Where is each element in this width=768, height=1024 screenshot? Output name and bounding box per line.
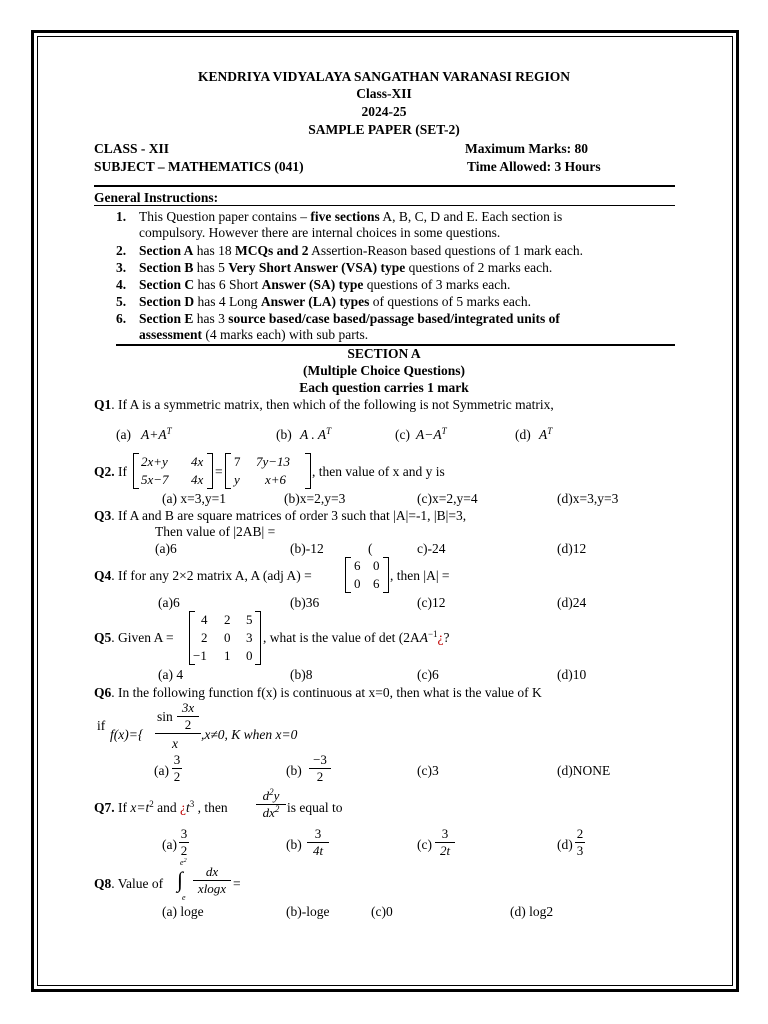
subject-label: SUBJECT – MATHEMATICS (041): [94, 159, 304, 174]
year-heading: 2024-25: [361, 104, 407, 119]
option-a: (a) 4: [158, 667, 184, 682]
section-subtitle: (Multiple Choice Questions): [303, 363, 465, 378]
option-a-frac: 3 2: [173, 752, 181, 784]
option-b-frac: −3 2: [309, 753, 331, 784]
option-d: (d)10: [557, 667, 587, 682]
question-text: , then |A| =: [390, 568, 450, 583]
equals-sign: =: [233, 876, 241, 891]
org-title: KENDRIYA VIDYALAYA SANGATHAN VARANASI REGION: [197, 69, 571, 84]
question-q5: Q5. Given A =: [94, 630, 174, 645]
matrix-q2-left: 2x+y 4x 5x−7 4x: [133, 453, 213, 489]
question-q4: Q4. If for any 2×2 matrix A, A (adj A) =: [94, 568, 312, 583]
equals-sign: =: [215, 464, 223, 479]
option-a: (a)6: [155, 541, 177, 556]
question-q2: Q2. If: [94, 464, 128, 479]
paper-heading: SAMPLE PAPER (SET-2): [308, 122, 460, 137]
section-note: Each question carries 1 mark: [299, 380, 469, 395]
option-b-frac: 3 4t: [307, 827, 329, 858]
question-q6: Q6. In the following function f(x) is continuous at x=0, then what is the value of K: [94, 685, 542, 700]
option-d: (d): [557, 837, 573, 852]
option-label: (a): [116, 427, 131, 442]
class-heading: Class-XII: [356, 86, 412, 101]
fraction-3x-over-2: 3x 2: [177, 701, 199, 732]
matrix-q4: 6 0 0 6: [345, 557, 389, 593]
option-b: (b)-12: [290, 541, 324, 556]
instruction-text: Section B has 5 Very Short Answer (VSA) type questions of 2 marks each.: [139, 260, 553, 275]
instruction-number: 3.: [116, 260, 127, 275]
option-expr: $A-A^T$: [416, 426, 447, 442]
question-text: Then value of |2AB| =: [155, 524, 276, 539]
question-text: , what is the value of $\det (2AA^{-1}¿$?: [263, 629, 450, 645]
question-q1: Q1. If A is a symmetric matrix, then which of the following is not Symmetric matrix,: [94, 397, 554, 412]
option-b: (b)8: [290, 667, 313, 682]
function-condition: ,x≠0, K when x=0: [201, 727, 298, 742]
matrix-q5: 4 2 5 2 0 3 −1 1 0: [189, 611, 261, 665]
option-b: (b): [286, 837, 302, 852]
instruction-number: 5.: [116, 294, 127, 309]
question-text: , then value of x and y is: [312, 464, 445, 479]
integral-sign: ∫: [177, 867, 184, 892]
option-c-paren: (: [368, 541, 373, 556]
class-label: CLASS - XII: [94, 141, 170, 156]
instructions-title: General Instructions:: [94, 190, 219, 205]
option-c: c)-24: [417, 541, 446, 556]
option-b: (b): [286, 763, 302, 778]
integral-lower-limit: e: [182, 893, 186, 902]
option-b: (b)-loge: [286, 904, 330, 919]
section-title: SECTION A: [347, 346, 421, 361]
option-a: (a) loge: [162, 904, 204, 919]
matrix-q2-right: 7 7y−13 y x+6: [225, 453, 311, 489]
time-allowed: Time Allowed: 3 Hours: [467, 159, 601, 174]
instruction-text: compulsory. However there are internal choices in some questions.: [139, 225, 501, 240]
option-c: (c): [417, 837, 432, 852]
sin-label: sin: [157, 709, 173, 724]
option-c: (c)x=2,y=4: [417, 491, 478, 506]
option-label: (d): [515, 427, 531, 442]
option-expr: $A^T$: [539, 426, 553, 442]
option-label: (b): [276, 427, 292, 442]
instruction-text: Section D has 4 Long Answer (LA) types of questions of 5 marks each.: [139, 294, 531, 309]
option-c: (c)0: [371, 904, 393, 919]
option-d: (d)12: [557, 541, 587, 556]
question-q8: Q8. Value of: [94, 876, 164, 891]
option-a: (a): [154, 763, 169, 778]
option-label: (c): [395, 427, 410, 442]
instruction-text: Section A has 18 MCQs and 2 Assertion-Reason based questions of 1 mark each.: [139, 243, 583, 258]
question-q7: Q7. If $x=t^2$ and ¿$t^3$ , then: [94, 799, 228, 815]
option-c-frac: 3 2t: [435, 827, 455, 858]
max-marks: Maximum Marks: 80: [465, 141, 588, 156]
instruction-item: 1.: [116, 209, 127, 224]
option-d: (d) log2: [510, 904, 554, 919]
question-q3: Q3. If A and B are square matrices of order 3 such that |A|=-1, |B|=3,: [94, 508, 467, 523]
option-c: (c)3: [417, 763, 439, 778]
instruction-text: assessment (4 marks each) with sub parts.: [139, 327, 369, 342]
denominator-x: x: [172, 736, 178, 751]
option-a: (a)6: [158, 595, 180, 610]
option-a: (a) x=3,y=1: [162, 491, 226, 506]
derivative-frac: $d^2y$ $dx^2$: [256, 789, 286, 820]
integral-upper-limit: $e^2$: [180, 858, 187, 867]
option-c: (c)6: [417, 667, 439, 682]
question-text: if: [97, 718, 106, 733]
integrand-frac: dx xlogx: [193, 865, 231, 896]
function-def: f(x)={: [110, 727, 144, 742]
question-text: is equal to: [287, 800, 343, 815]
instruction-text: Section C has 6 Short Answer (SA) type questions of 3 marks each.: [139, 277, 511, 292]
option-d-frac: 2 3: [576, 826, 584, 858]
option-b: (b)36: [290, 595, 320, 610]
option-d: (d)NONE: [557, 763, 611, 778]
divider-rule: [94, 205, 675, 206]
option-b: (b)x=2,y=3: [284, 491, 346, 506]
instruction-number: 2.: [116, 243, 127, 258]
option-d: (d)24: [557, 595, 587, 610]
instruction-number: 4.: [116, 277, 127, 292]
fraction-bar: [155, 733, 201, 734]
instruction-number: 6.: [116, 311, 127, 326]
option-c: (c)12: [417, 595, 446, 610]
option-d: (d)x=3,y=3: [557, 491, 619, 506]
option-expr: $A+A^T$: [141, 426, 172, 442]
option-a-frac: 3 2: [180, 826, 188, 858]
instruction-text: This Question paper contains – five sections A, B, C, D and E. Each section is: [139, 209, 563, 224]
divider-rule: [94, 185, 675, 187]
instruction-text: Section E has 3 source based/case based/passage based/integrated units of: [139, 311, 560, 326]
option-a: (a): [162, 837, 177, 852]
option-expr: A . $A^T$: [300, 426, 332, 442]
